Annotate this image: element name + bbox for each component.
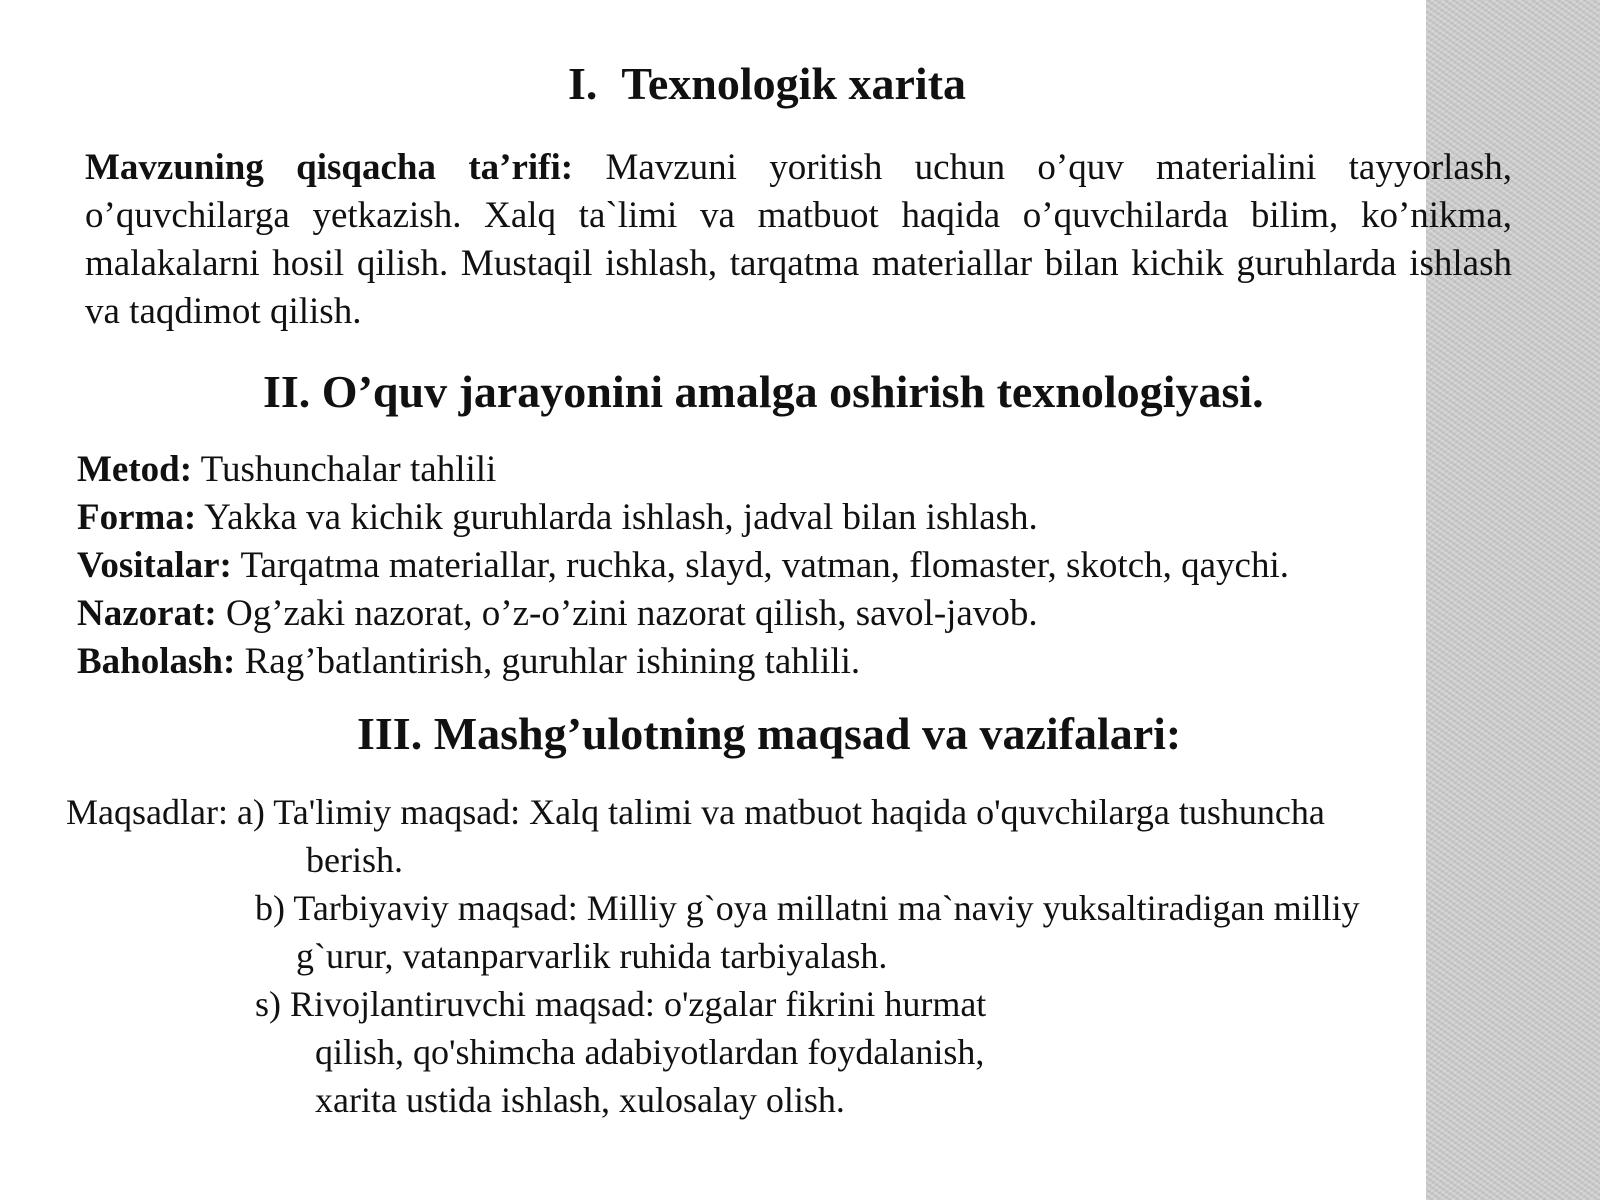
topic-summary-label: Mavzuning qisqacha ta’rifi: [85, 147, 574, 188]
section-3-heading: III. Mashg’ulotning maqsad va vazifalari: [357, 708, 1182, 759]
goal-line: s) Rivojlantiruvchi maqsad: o'zgalar fikrini hurmat [255, 984, 987, 1024]
section-1-number: I. [568, 58, 598, 109]
item-value: Tarqatma materiallar, ruchka, slayd, vatman, flomaster, skotch, qaychi. [240, 545, 1290, 586]
topic-summary-paragraph [85, 144, 1512, 336]
technology-item-forma [77, 494, 1289, 542]
item-value: Og’zaki nazorat, o’z-o’zini nazorat qilish, savol-javob. [225, 593, 1038, 634]
goal-line: qilish, qo'shimcha adabiyotlardan foydalanish, [315, 1032, 985, 1072]
item-label: Metod: [77, 449, 193, 490]
section-2-heading: II. O’quv jarayonini amalga oshirish texnologiyasi. [263, 366, 1264, 417]
topic-summary-text: Mavzuni yoritish uchun o’quv materialini tayyorlash, o’quvchilarga yetkazish. Xalq ta`limi va matbuot haqida o’quvchilarda bilim, ko’nikma, malakalarni hosil qilish. Mustaqil ishlash, tarqatma materiallar bilan kichik guruhlarda ishlash va taqdimot qilish. [85, 147, 1513, 332]
section-1-heading [568, 57, 966, 110]
item-value: Tushunchalar tahlili [200, 449, 497, 490]
technology-item-metod [77, 446, 1289, 494]
goal-line: berish. [306, 840, 403, 880]
item-label: Baholash: [77, 641, 236, 682]
item-label: Nazorat: [77, 593, 217, 634]
item-label: Vositalar: [77, 545, 232, 586]
technology-item-nazorat [77, 590, 1289, 638]
goal-line: xarita ustida ishlash, xulosalay olish. [315, 1080, 845, 1120]
item-value: Rag’batlantirish, guruhlar ishining tahlili. [244, 641, 861, 682]
item-value: Yakka va kichik guruhlarda ishlash, jadval bilan ishlash. [204, 497, 1038, 538]
section-1-title: Texnologik xarita [621, 58, 967, 109]
item-label: Forma: [77, 497, 197, 538]
technology-list [77, 446, 1289, 686]
technology-item-baholash [77, 638, 1289, 686]
goal-line: g`urur, vatanparvarlik ruhida tarbiyalash. [296, 936, 888, 976]
technology-item-vositalar [77, 542, 1289, 590]
goal-line: b) Tarbiyaviy maqsad: Milliy g`oya millatni ma`naviy yuksaltiradigan milliy [255, 888, 1360, 928]
goal-line: Maqsadlar: a) Ta'limiy maqsad: Xalq talimi va matbuot haqida o'quvchilarga tushuncha [66, 792, 1325, 832]
